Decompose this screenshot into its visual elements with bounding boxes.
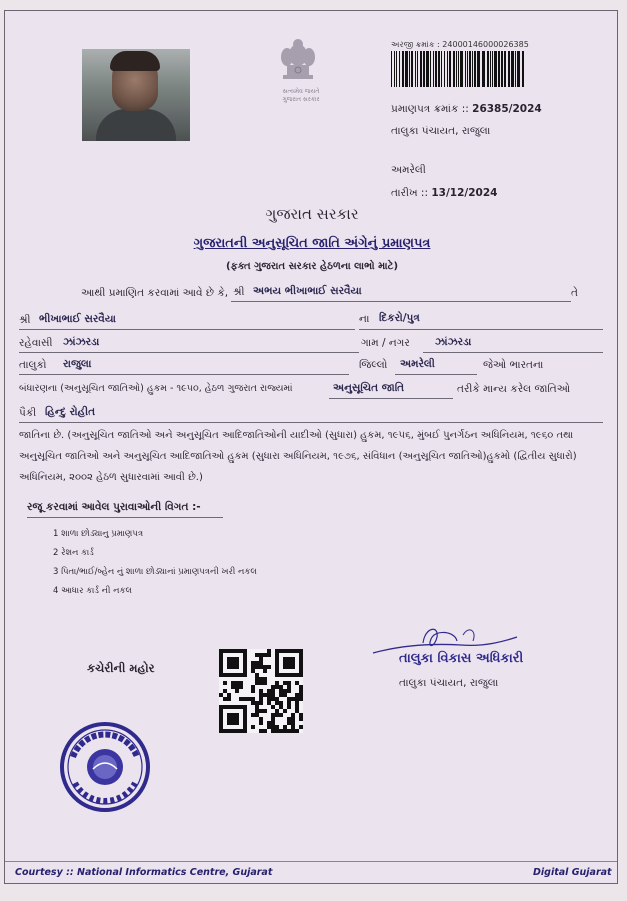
qr-code <box>219 649 303 733</box>
state-emblem-icon <box>273 35 323 87</box>
footer-digital-gujarat: Digital Gujarat <box>533 867 612 878</box>
taluka-label: તાલુકો <box>19 359 47 371</box>
relation-prefix: ના <box>359 313 370 325</box>
order-text: બંધારણના (અનુસૂચિત જાતિઓ) હુકમ - ૧૯૫૦, હેઠળ ગુજરાત રાજ્યમાં <box>19 383 293 394</box>
recognized-text: તરીકે માન્ય કરેલ જાતિઓ <box>457 383 571 395</box>
applicant-name: અભય ભીખાભાઈ સરવૈયા <box>253 285 362 297</box>
emblem-caption: સત્યમેવ જયતે ગુજરાત સરકાર <box>282 88 320 103</box>
application-number: અરજી ક્રમાંક : 24000146000026385 <box>391 40 529 49</box>
name-prefix: શ્રી <box>233 286 245 298</box>
intro-text: આથી પ્રમાણિત કરવામાં આવે છે કે, <box>81 287 229 299</box>
evidence-heading: રજૂ કરવામાં આવેલ પુરાવાઓની વિગત :- <box>27 501 201 513</box>
office-seal-stamp <box>59 721 151 813</box>
office-seal-label: કચેરીની મહોર <box>87 661 155 675</box>
list-item: 1 શાળા છોડ્યાનુ પ્રમાણપત્ર <box>53 529 144 539</box>
issue-date: તારીખ :: 13/12/2024 <box>391 187 498 199</box>
relation: દિકરો/પુત્ર <box>379 312 420 324</box>
caste-prefix: પૈકી <box>19 407 37 419</box>
government-title: ગુજરાત સરકાર <box>265 205 359 223</box>
applicant-photo <box>82 49 190 141</box>
name-suffix: તે <box>571 287 578 299</box>
barcode <box>391 51 525 87</box>
list-item: 3 પિતા/ભાઈ/બ્હેન નું શાળા છોડ્યાનાં પ્રમાણપત્રની ખરી નકલ <box>53 567 257 577</box>
officer-office: તાલુકા પંચાયત, રાજુલા <box>399 677 499 689</box>
district-label: જિલ્લો <box>359 359 388 371</box>
village-label: ગામ / નગર <box>361 337 410 349</box>
certificate-number: પ્રમાણપત્ર ક્રમાંક :: 26385/2024 <box>391 103 542 115</box>
father-name: ભીખાભાઈ સરવૈયા <box>39 313 116 325</box>
officer-title: તાલુકા વિકાસ અધિકારી <box>399 651 524 666</box>
legal-paragraph: જાતિના છે. (અનુસૂચિત જાતિઓ અને અનુસૂચિત આદિજાતિઓની યાદીઓ (સુધારા) હુકમ, ૧૯૫૬, મુંબઈ પુનર્ગઠન અધિનિયમ, ૧૯૬૦ તથા અનુસૂચિત જાતિઓ અને અનુસૂચિત આદિજાતિઓ હુકમ (સુધારા અધિનિયમ, ૧૯૭૬, સંવિધાન (અનુસૂચિત જાતિઓ)હુકમો (દ્વિતીય સુધારો) અધિનિયમ, ૨૦૦૨ હેઠળ સુધારવામાં આવી છે.) <box>19 430 577 483</box>
resident-label: રહેવાસી <box>19 337 53 349</box>
issuing-district: અમરેલી <box>391 164 426 176</box>
district-value: અમરેલી <box>400 358 435 370</box>
category-value: અનુસૂચિત જાતિ <box>333 382 405 394</box>
caste-value: હિન્દુ રોહીત <box>45 406 96 418</box>
certificate-subtitle: (ફક્ત ગુજરાત સરકાર હેઠળના લાભો માટે) <box>225 261 399 272</box>
father-prefix: શ્રી <box>19 314 31 326</box>
certificate-title: ગુજરાતની અનુસૂચિત જાતિ અંગેનું પ્રમાણપત્ર <box>193 236 431 251</box>
footer-courtesy: Courtesy :: National Informatics Centre, Gujarat <box>15 867 273 878</box>
list-item: 4 આધાર કાર્ડ ની નકલ <box>53 586 132 596</box>
resident-value: ઝાંઝરડા <box>63 336 100 348</box>
certificate-sheet <box>4 10 618 884</box>
evidence-list <box>53 525 257 601</box>
list-item: 2 રેશન કાર્ડ <box>53 548 94 558</box>
taluka-value: રાજુલા <box>63 358 92 370</box>
village-value: ઝાંઝરડા <box>435 336 472 348</box>
issuing-office: તાલુકા પંચાયત, રાજુલા <box>391 125 491 137</box>
who-india-text: જેઓ ભારતના <box>483 359 544 371</box>
